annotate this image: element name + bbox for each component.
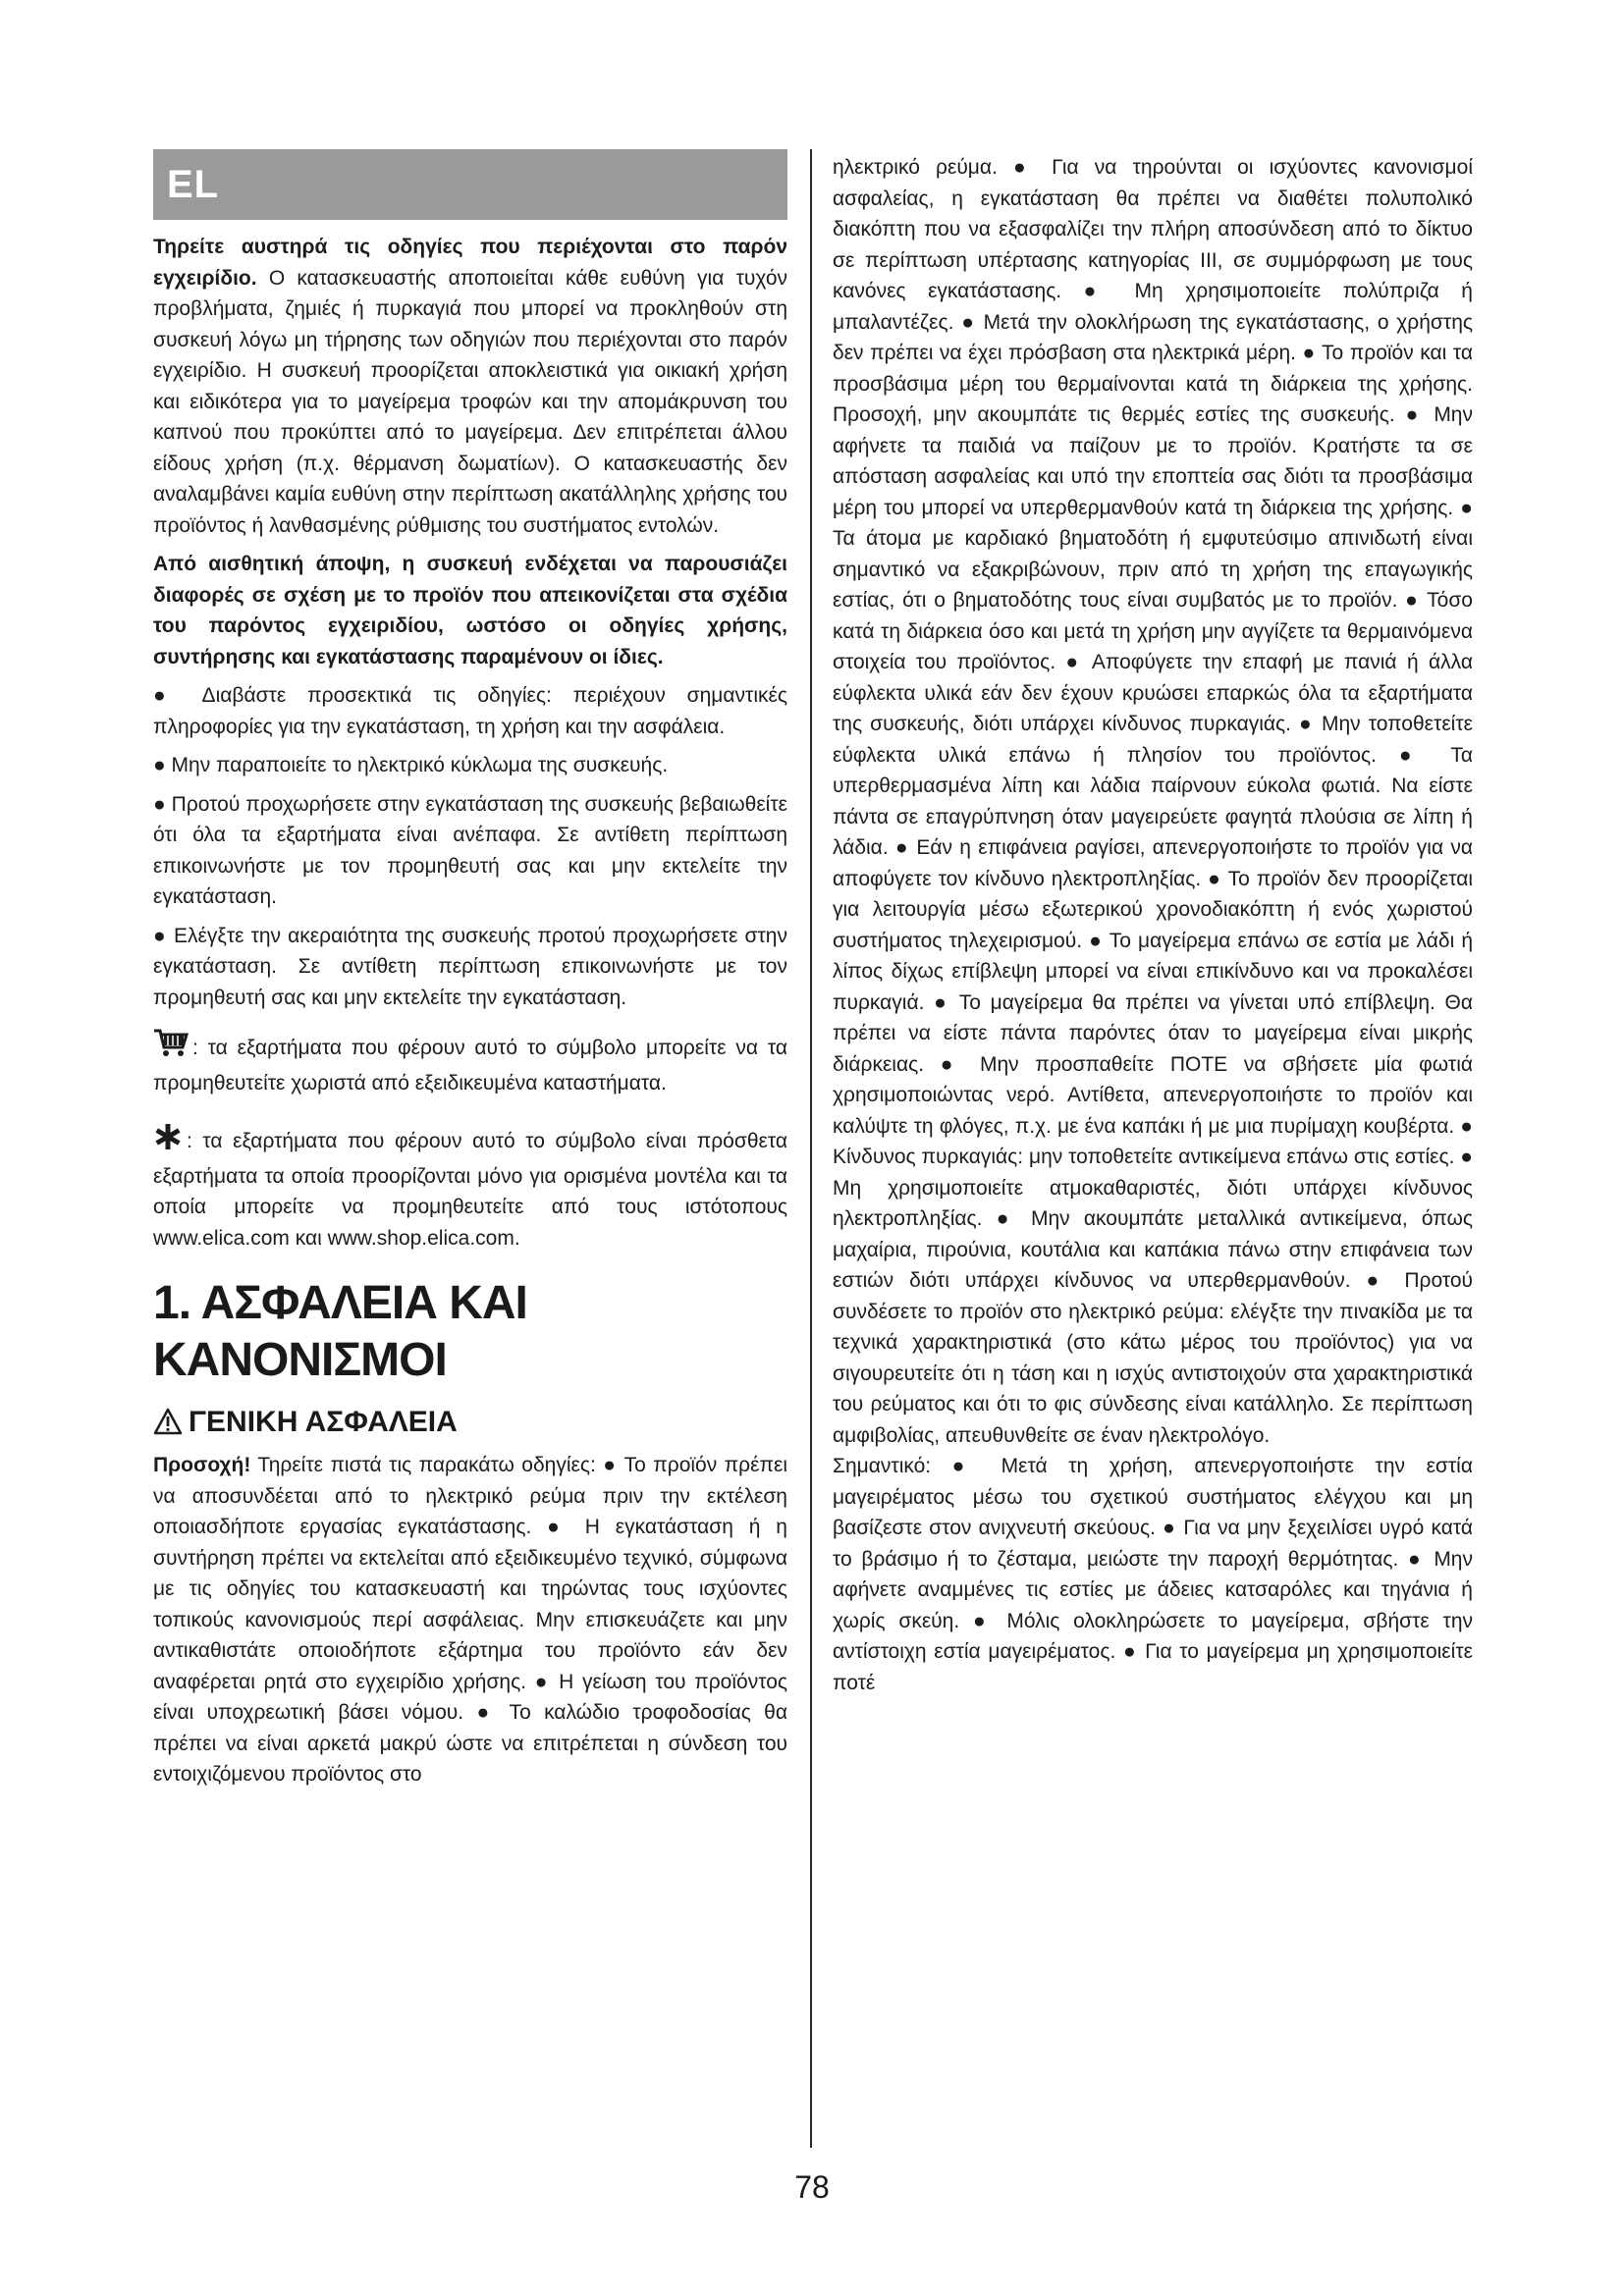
star-note-text: : τα εξαρτήματα που φέρουν αυτό το σύμβολο είναι πρόσθετα εξαρτήματα τα οποία προορίζονται μόνο για ορισμένα μοντέλα και τα οποία μπορείτε να προμηθευτείτε από τους ιστότοπους www.elica.com και www.shop.elica.com.: [153, 1130, 787, 1250]
bullet-check-integrity: ● Ελέγξτε την ακεραιότητα της συσκευής προτού προχωρήσετε στην εγκατάσταση. Σε αντίθετη περίπτωση επικοινωνήστε με τον προμηθευτή σας και μην εκτελείτε την εγκατάσταση.: [153, 924, 787, 1009]
bullet-check-parts: ● Προτού προχωρήσετε στην εγκατάσταση της συσκευής βεβαιωθείτε ότι όλα τα εξαρτήματα είναι ανέπαφα. Σε αντίθετη περίπτωση επικοινωνήστε με τον προμηθευτή σας και μην εκτελείτε την εγκατάσταση.: [153, 792, 787, 908]
aesthetic-bold: Από αισθητική άποψη, η συσκευή ενδέχεται να παρουσιάζει διαφορές σε σχέση με το προϊόν που απεικονίζεται στα σχέδια του παρόντος εγχειριδίου, ωστόσο οι οδηγίες χρήσης, συντήρησης και εγκατάστασης παραμένουν οι ίδιες.: [153, 553, 787, 668]
cart-note-text: : τα εξαρτήματα που φέρουν αυτό το σύμβολο μπορείτε να τα προμηθευτείτε χωριστά από εξειδικευμένα καταστήματα.: [153, 1037, 787, 1095]
warning-bold: Προσοχή!: [153, 1454, 251, 1476]
page-number: 78: [794, 2169, 830, 2205]
language-tab: EL: [153, 149, 787, 220]
intro-text: Ο κατασκευαστής αποποιείται κάθε ευθύνη για τυχόν προβλήματα, ζημιές ή πυρκαγιά που μπορεί να προκληθούν στη συσκευή λόγω μη τήρησης των οδηγιών που περιέχονται στο παρόν εγχειρίδιο. Η συσκευή προορίζεται αποκλειστικά για οικιακή χρήση και ειδικότερα για το μαγείρεμα τροφών και την απομάκρυνση του καπνού που προκύπτει από το μαγείρεμα. Δεν επιτρέπεται άλλου είδους χρήση (π.χ. θέρμανση δωματίων). Ο κατασκευαστής δεν αναλαμβάνει καμία ευθύνη στην περίπτωση ακατάλληλης χρήσης του προϊόντος ή λανθασμένης ρύθμισης του συστήματος εντολών.: [153, 266, 787, 537]
warning-triangle-icon: [153, 1407, 183, 1446]
subsection-title: ΓΕΝΙΚΗ ΑΣΦΑΛΕΙΑ: [189, 1406, 458, 1438]
cart-symbol-note: [153, 1027, 787, 1098]
left-column: [153, 149, 787, 1790]
subsection-title-row: [153, 1403, 787, 1446]
intro-bold: Τηρείτε αυστηρά τις οδηγίες που περιέχονται στο παρόν εγχειρίδιο.: [153, 236, 787, 290]
star-symbol-note: [153, 1122, 787, 1254]
column-divider: [810, 149, 812, 2148]
bullet-no-tampering: ● Μην παραποιείτε το ηλεκτρικό κύκλωμα της συσκευής.: [153, 754, 669, 776]
section-title: 1. ΑΣΦΑΛΕΙΑ ΚΑΙ ΚΑΝΟΝΙΣΜΟΙ: [153, 1277, 527, 1386]
right-column: [833, 152, 1473, 1698]
warning-text: Τηρείτε πιστά τις παρακάτω οδηγίες: ● Το προϊόν πρέπει να αποσυνδέεται από το ηλεκτρικό ρεύμα πριν την εκτέλεση οποιασδήποτε εργασίας εγκατάστασης. ● Η εγκατάσταση ή η συντήρηση πρέπει να εκτελείται από εξειδικευμένο τεχνικό, σύμφωνα με τις οδηγίες του κατασκευαστή και τηρώντας τους ισχύοντες τοπικούς κανονισμούς περί ασφάλειας. Μην επισκευάζετε και μην αντικαθιστάτε οποιοδήποτε εξάρτημα του προϊόντο εάν δεν αναφέρεται ρητά στο εγχειρίδιο χρήσης. ● Η γείωση του προϊόντος είναι υποχρεωτική βάσει νόμου. ● Το καλώδιο τροφοδοσίας θα πρέπει να είναι αρκετά μακρύ ώστε να επιτρέπεται η σύνδεση του εντοιχιζόμενου προϊόντος στο: [153, 1454, 787, 1786]
safety-continued-paragraph: ηλεκτρικό ρεύμα. ● Για να τηρούνται οι ισχύοντες κανονισμοί ασφαλείας, η εγκατάσταση θα πρέπει να διαθέτει πολυπολικό διακόπτη που να εξασφαλίζει την πλήρη αποσύνδεση από το δίκτυο σε περίπτωση υπέρτασης κατηγορίας III, σε συμμόρφωση με τους κανόνες εγκατάστασης. ● Μη χρησιμοποιείτε πολύπριζα ή μπαλαντέζες. ● Μετά την ολοκλήρωση της εγκατάστασης, ο χρήστης δεν πρέπει να έχει πρόσβαση στα ηλεκτρικά μέρη. ● Το προϊόν και τα προσβάσιμα μέρη του θερμαίνονται κατά τη διάρκεια της χρήσης. Προσοχή, μην ακουμπάτε τις θερμές εστίες της συσκευής. ● Μην αφήνετε τα παιδιά να παίζουν με το προϊόν. Κρατήστε τα σε απόσταση ασφαλείας και υπό την εποπτεία σας διότι τα προσβάσιμα μέρη του μπορεί να υπερθερμανθούν κατά τη διάρκεια της χρήσης. ● Τα άτομα με καρδιακό βηματοδότη ή εμφυτεύσιμο απινιδωτή είναι σημαντικό να εξακριβώνουν, πριν από τη χρήση της επαγωγικής εστίας, ότι ο βηματοδότης τους είναι συμβατός με το προϊόν. ● Τόσο κατά τη διάρκεια όσο και μετά τη χρήση μην αγγίζετε τα θερμαινόμενα στοιχεία του προϊόντος. ● Αποφύγετε την επαφή με πανιά ή άλλα εύφλεκτα υλικά εάν δεν έχουν κρυώσει επαρκώς όλα τα εξαρτήματα της συσκευής, διότι υπάρχει κίνδυνος πυρκαγιάς. ● Μην τοποθετείτε εύφλεκτα υλικά επάνω ή πλησίον του προϊόντος. ● Τα υπερθερμασμένα λίπη και λάδια παίρνουν εύκολα φωτιά. Να είστε πάντα σε επαγρύπνηση όταν μαγειρεύετε φαγητά πλούσια σε λίπη ή λάδια. ● Εάν η επιφάνεια ραγίσει, απενεργοποιήστε το προϊόν για να αποφύγετε τον κίνδυνο ηλεκτροπληξίας. ● Το προϊόν δεν προορίζεται για λειτουργία μέσω εξωτερικού χρονοδιακόπτη ή ενός χωριστού συστήματος τηλεχειρισμού. ● Το μαγείρεμα επάνω σε εστία με λάδι ή λίπος δίχως επίβλεψη μπορεί να είναι επικίνδυνο και να προκαλέσει πυρκαγιά. ● Το μαγείρεμα θα πρέπει να γίνεται υπό επίβλεψη. Θα πρέπει να είστε πάντα παρόντες όταν το μαγείρεμα είναι μικρής διάρκειας. ● Μην προσπαθείτε ΠΟΤΕ να σβήσετε μία φωτιά χρησιμοποιώντας νερό. Αντίθετα, απενεργοποιήστε το προϊόν και καλύψτε τη φλόγες, π.χ. με ένα καπάκι ή με μια πυρίμαχη κουβέρτα. ● Κίνδυνος πυρκαγιάς: μην τοποθετείτε αντικείμενα επάνω στις εστίες. ● Μη χρησιμοποιείτε ατμοκαθαριστές, διότι υπάρχει κίνδυνος ηλεκτροπληξίας. ● Μην ακουμπάτε μεταλλικά αντικείμενα, όπως μαχαίρια, πιρούνια, κουτάλια και καπάκια πάνω στην επιφάνεια των εστιών διότι υπάρχει κίνδυνος να υπερθερμανθούν. ● Προτού συνδέσετε το προϊόν στο ηλεκτρικό ρεύμα: ελέγξτε την πινακίδα με τα τεχνικά χαρακτηριστικά (στο κάτω μέρος του προϊόντος) για να σιγουρευτείτε ότι η τάση και η ισχύς αντιστοιχούν στα χαρακτηριστικά του ρεύματος και ότι το φις σύνδεσης είναι κατάλληλο. Σε περίπτωση αμφιβολίας, απευθυνθείτε σε έναν ηλεκτρολόγο.: [833, 156, 1473, 1447]
important-paragraph: Σημαντικό: ● Μετά τη χρήση, απενεργοποιήστε την εστία μαγειρέματος μέσω του σχετικού συστήματος ελέγχου και μη βασίζεστε στον ανιχνευτή σκεύους. ● Για να μην ξεχειλίσει υγρό κατά το βράσιμο ή το ζέσταμα, μειώστε την παροχή θερμότητας. ● Μην αφήνετε αναμμένες τις εστίες με άδειες κατσαρόλες και τηγάνια ή χωρίς σκεύη. ● Μόλις ολοκληρώσετε το μαγείρεμα, σβήστε την αντίστοιχη εστία μαγειρέματος. ● Για το μαγείρεμα μη χρησιμοποιείτε ποτέ: [833, 1455, 1473, 1694]
aesthetic-paragraph: [153, 549, 787, 672]
asterisk-star-icon: [153, 1122, 183, 1161]
intro-paragraph: [153, 232, 787, 541]
bullet-read-instructions: ● Διαβάστε προσεκτικά τις οδηγίες: περιέχουν σημαντικές πληροφορίες για την εγκατάσταση, τη χρήση και την ασφάλεια.: [153, 684, 787, 738]
shopping-cart-icon: [153, 1027, 189, 1068]
warning-paragraph: [153, 1450, 787, 1790]
